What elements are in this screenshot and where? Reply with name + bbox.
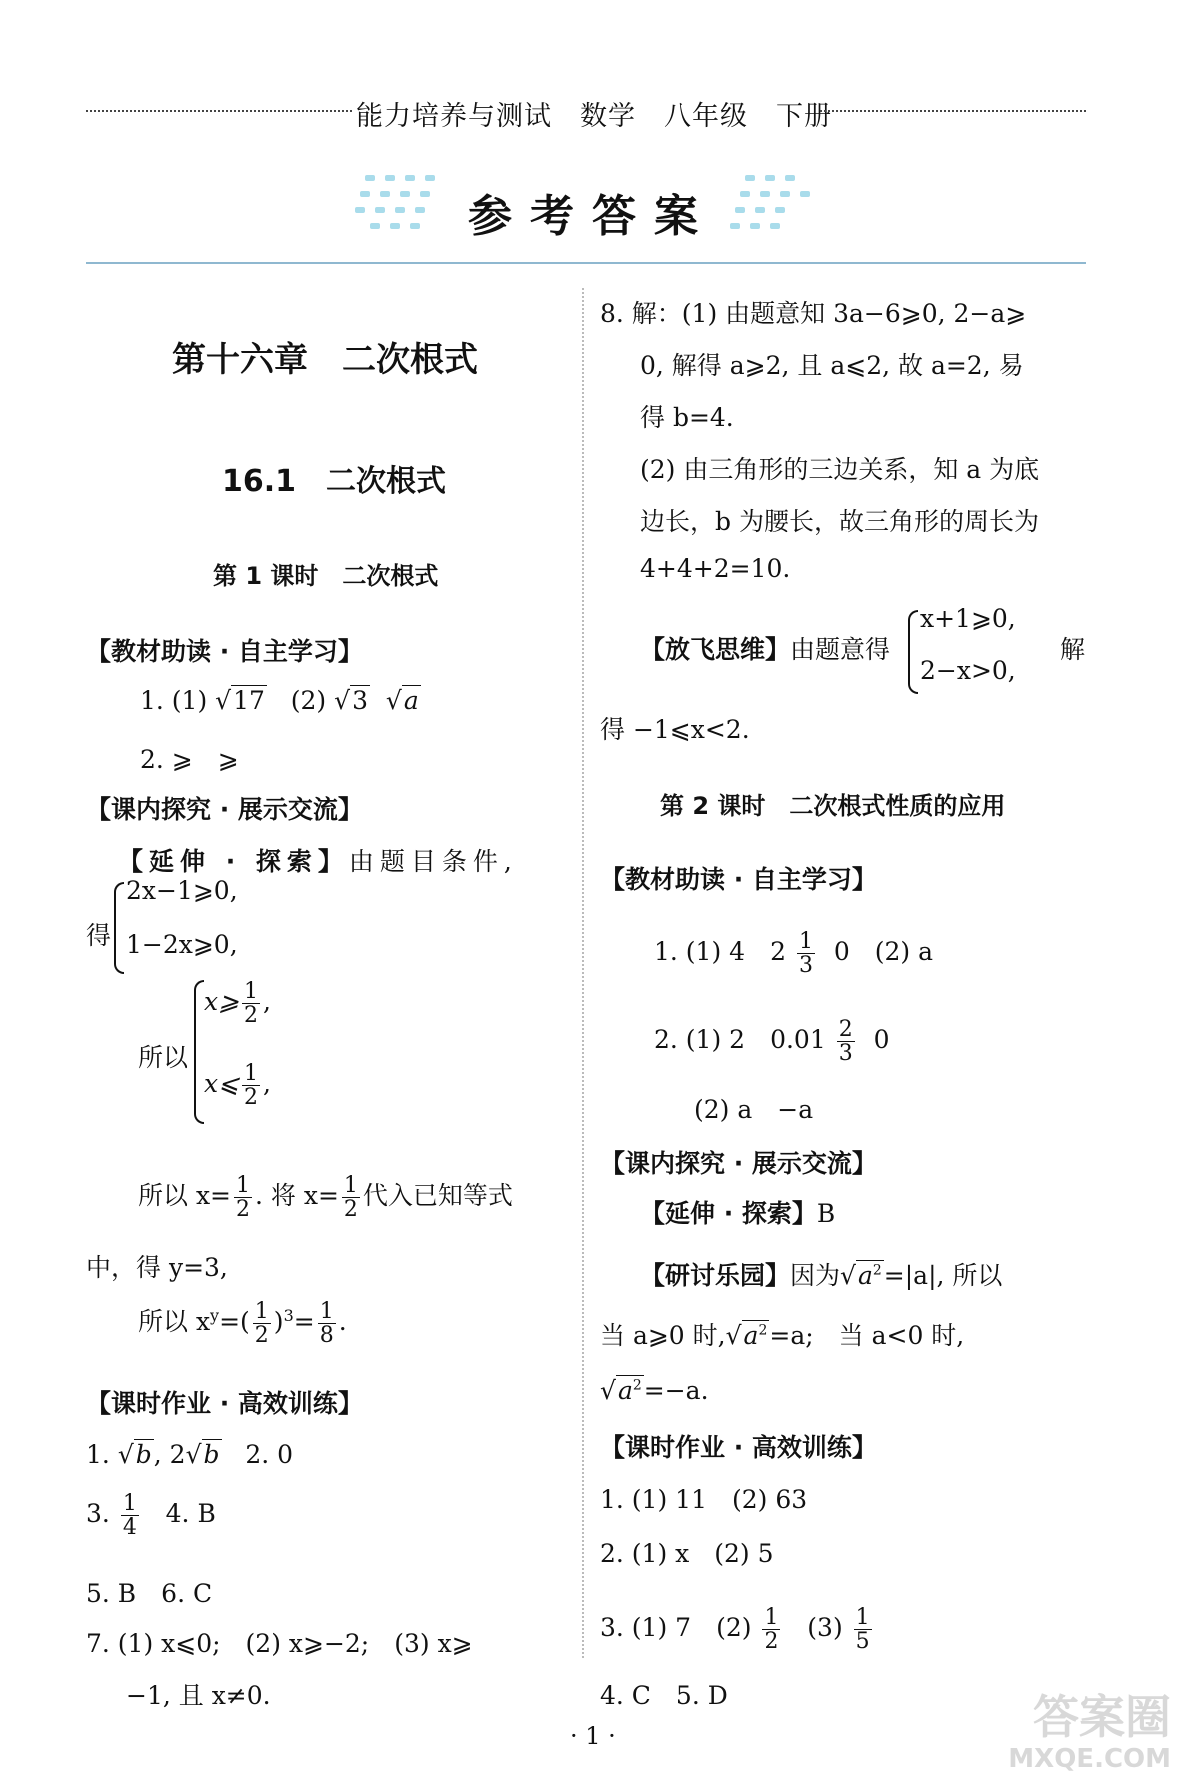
page-number: · 1 · <box>570 1722 616 1750</box>
r-a2-pre: 2. (1) 2 0.01 <box>654 1025 826 1055</box>
lesson2-heading: 第 2 课时 二次根式性质的应用 <box>660 792 1006 820</box>
frac-den: 2 <box>244 1003 259 1029</box>
fraction-half <box>234 1174 252 1221</box>
fraction-half <box>242 1062 260 1109</box>
rad-a: a <box>743 1321 759 1350</box>
r-hw-2: 2. (1) x (2) 5 <box>600 1539 774 1568</box>
frac-den: 3 <box>838 1041 853 1067</box>
r-discussion-2 <box>600 1316 964 1352</box>
hw4: 4. B <box>165 1499 216 1529</box>
system2-eq1 <box>204 980 271 1027</box>
r-hw-4-5: 4. C 5. D <box>600 1681 728 1710</box>
column-divider <box>582 288 584 1658</box>
frac-den: 2 <box>254 1323 269 1349</box>
frac-num: 1 <box>236 1173 250 1198</box>
watermark-url: MXQE.COM <box>1008 1744 1171 1774</box>
radicand-3: 3 <box>352 686 368 715</box>
hw2: 2. 0 <box>245 1440 294 1469</box>
fraction-quarter <box>121 1492 139 1539</box>
line-a-pre: 所以 x= <box>138 1181 231 1211</box>
frac-num: 1 <box>343 1173 358 1198</box>
q8-line-e: 边长，b 为腰长，故三角形的周长为 <box>640 507 1039 536</box>
sqrt-a-squared: $√a^2$ <box>840 1261 882 1290</box>
section-label-explore: 【课内探究 · 展示交流】 <box>86 795 363 824</box>
frac-den: 4 <box>122 1515 137 1541</box>
rad-a: a <box>857 1261 873 1290</box>
section-label-explore-2: 【课内探究 · 展示交流】 <box>600 1149 877 1178</box>
frac-num: 1 <box>254 1299 269 1324</box>
header-dots-right <box>820 110 1086 112</box>
section-label-homework-2: 【课时作业 · 高效训练】 <box>600 1433 877 1462</box>
fraction-third <box>797 930 815 977</box>
fly-tag: 【放飞思维】 <box>640 635 791 664</box>
radicand-a-sq <box>742 1320 770 1350</box>
r-hw-3 <box>600 1606 875 1653</box>
lesson-heading: 第 1 课时 二次根式 <box>213 562 439 590</box>
fly-text: 由题意得 <box>790 635 891 664</box>
system2-eq1-lhs: x⩾ <box>204 987 240 1017</box>
exp-y: y <box>210 1305 220 1325</box>
sqrt-b: √b <box>185 1440 220 1469</box>
frac-num: 1 <box>855 1605 870 1630</box>
radicand-b: b <box>203 1440 220 1469</box>
equals: = <box>293 1307 315 1337</box>
disc2-pre: 当 a⩾0 时, <box>600 1321 726 1350</box>
period: . <box>338 1307 347 1337</box>
q8-line-c: 得 b=4. <box>640 403 734 432</box>
radicand-b: b <box>135 1440 152 1469</box>
answer-1-prefix: 1. (1) <box>140 686 208 715</box>
sqrt-3: √3 <box>334 686 368 715</box>
solution-line-a <box>138 1174 513 1221</box>
hw-7-a: 7. (1) x⩽0; (2) x⩾−2; (3) x⩾ <box>86 1629 473 1658</box>
exp-2: 2 <box>632 1377 642 1394</box>
frac-den: 2 <box>236 1197 250 1223</box>
section-label-reading-2: 【教材助读 · 自主学习】 <box>600 865 877 894</box>
page-title: 参考答案 <box>468 191 716 242</box>
close-paren: ) <box>273 1307 284 1337</box>
frac-den: 3 <box>798 953 813 979</box>
fly-result: 得 −1⩽x<2. <box>600 715 750 744</box>
hw-5-6: 5. B 6. C <box>86 1579 213 1608</box>
answer-1-part2: (2) <box>290 686 327 715</box>
frac-num: 1 <box>319 1299 334 1324</box>
frac-den: 2 <box>764 1629 779 1655</box>
hw-3 <box>86 1492 216 1539</box>
hw1-mid: , 2 <box>153 1440 186 1469</box>
q8-line-b: 0, 解得 a⩾2, 且 a⩽2, 故 a=2, 易 <box>640 351 1024 380</box>
extension-tag: 【延伸 · 探索】 <box>118 847 349 876</box>
frac-num: 2 <box>838 1017 853 1042</box>
frac-num: 1 <box>764 1605 779 1630</box>
system-brace-2 <box>194 980 204 1124</box>
q8-line-d: (2) 由三角形的三边关系，知 a 为底 <box>640 455 1040 484</box>
r-a2-post: 0 <box>873 1025 890 1055</box>
fraction-half <box>242 980 260 1027</box>
sqrt-a: √a <box>385 686 419 715</box>
section-label-reading: 【教材助读 · 自主学习】 <box>86 637 363 666</box>
watermark-logo: 答案圈 <box>1033 1690 1171 1744</box>
line-c-mid: =( <box>219 1307 250 1337</box>
title-rule <box>86 262 1086 264</box>
fly-sys-eq2: 2−x>0, <box>920 656 1016 685</box>
frac-num: 1 <box>244 1061 259 1086</box>
q8-line-a: 8. 解：(1) 由题意知 3a−6⩾0, 2−a⩾ <box>600 299 1027 328</box>
suoyi-label: 所以 <box>138 1043 189 1072</box>
fraction-eighth <box>318 1300 336 1347</box>
radicand-a-sq <box>856 1260 884 1290</box>
fly-brace <box>908 610 918 694</box>
answer-2: 2. ⩾ ⩾ <box>140 745 239 774</box>
disc2-post: =a; 当 a<0 时, <box>769 1321 965 1350</box>
extension-text: 由题目条件, <box>348 847 518 876</box>
r-discussion-1 <box>640 1256 1002 1292</box>
r-extension <box>640 1194 835 1230</box>
fraction-half <box>253 1300 271 1347</box>
fly-sys-eq1: x+1⩾0, <box>920 604 1016 633</box>
line-a-mid: . 将 x= <box>255 1181 339 1211</box>
r-discussion-3 <box>600 1376 709 1405</box>
radicand-a: a <box>403 686 419 715</box>
r-hw-1: 1. (1) 11 (2) 63 <box>600 1485 808 1514</box>
section-label-homework: 【课时作业 · 高效训练】 <box>86 1389 363 1418</box>
chapter-heading: 第十六章 二次根式 <box>172 340 478 380</box>
hw-1 <box>86 1440 293 1469</box>
r-answer-2b: (2) a −a <box>694 1095 814 1124</box>
sqrt-a-squared: $√a^2$ <box>600 1376 642 1405</box>
solution-line-b: 中，得 y=3, <box>86 1253 228 1282</box>
header-dots-left <box>86 110 352 112</box>
comma: , <box>263 1069 271 1099</box>
extension-line <box>118 842 518 878</box>
frac-den: 2 <box>244 1085 259 1111</box>
r-hw3-pre: 3. (1) 7 (2) <box>600 1613 752 1643</box>
disc3-post: =−a. <box>643 1376 709 1405</box>
sqrt-a-squared: $√a^2$ <box>725 1321 768 1350</box>
exp-2: 2 <box>872 1262 882 1279</box>
radicand-a-sq <box>616 1375 644 1405</box>
r-a1-post: 0 (2) a <box>833 937 934 967</box>
solution-line-c <box>138 1300 347 1347</box>
frac-den: 8 <box>319 1323 334 1349</box>
book-header: 能力培养与测试 数学 八年级 下册 <box>356 101 832 132</box>
comma: , <box>263 987 271 1017</box>
fraction-half <box>342 1174 360 1221</box>
q8-line-f: 4+4+2=10. <box>640 554 791 583</box>
rad-a: a <box>617 1376 633 1405</box>
fraction-two-thirds <box>837 1018 855 1065</box>
system1-eq1: 2x−1⩾0, <box>126 876 238 905</box>
disc-pre: 因为 <box>790 1261 841 1290</box>
r-ext-tag: 【延伸 · 探索】 <box>640 1199 817 1228</box>
fraction-half-r <box>762 1606 780 1653</box>
system2-eq2-lhs: x⩽ <box>204 1069 240 1099</box>
hw-7-b: −1, 且 x≠0. <box>126 1681 271 1710</box>
fraction-fifth <box>854 1606 872 1653</box>
r-a1-pre: 1. (1) 4 2 <box>654 937 786 967</box>
frac-num: 1 <box>798 929 813 954</box>
section-heading: 16.1 二次根式 <box>222 464 447 499</box>
de-label: 得 <box>86 921 112 950</box>
r-hw3-mid: (3) <box>807 1613 843 1643</box>
line-c-pre: 所以 x <box>138 1307 211 1337</box>
frac-den: 5 <box>855 1629 870 1655</box>
r-ext-answer: B <box>816 1199 836 1228</box>
exp-3: 3 <box>283 1305 294 1325</box>
disc-tag: 【研讨乐园】 <box>640 1261 791 1290</box>
fly-line <box>640 630 890 666</box>
sqrt-17: √17 <box>215 686 265 715</box>
fly-jie: 解 <box>1060 635 1086 664</box>
system-brace-1 <box>114 882 124 974</box>
disc-post: =|a|, 所以 <box>883 1261 1003 1290</box>
exp-2: 2 <box>758 1322 768 1339</box>
r-answer-1 <box>654 930 933 977</box>
frac-num: 1 <box>122 1491 137 1516</box>
r-answer-2 <box>654 1018 890 1065</box>
answer-1 <box>140 686 421 715</box>
hw3-pre: 3. <box>86 1499 110 1529</box>
frac-den: 2 <box>343 1197 358 1223</box>
system1-eq2: 1−2x⩾0, <box>126 930 238 959</box>
hw1-pre: 1. <box>86 1440 110 1469</box>
line-a-post: 代入已知等式 <box>362 1181 513 1211</box>
frac-num: 1 <box>244 979 259 1004</box>
sqrt-b: √b <box>117 1440 152 1469</box>
radicand-17: 17 <box>233 686 265 715</box>
system2-eq2 <box>204 1062 271 1109</box>
